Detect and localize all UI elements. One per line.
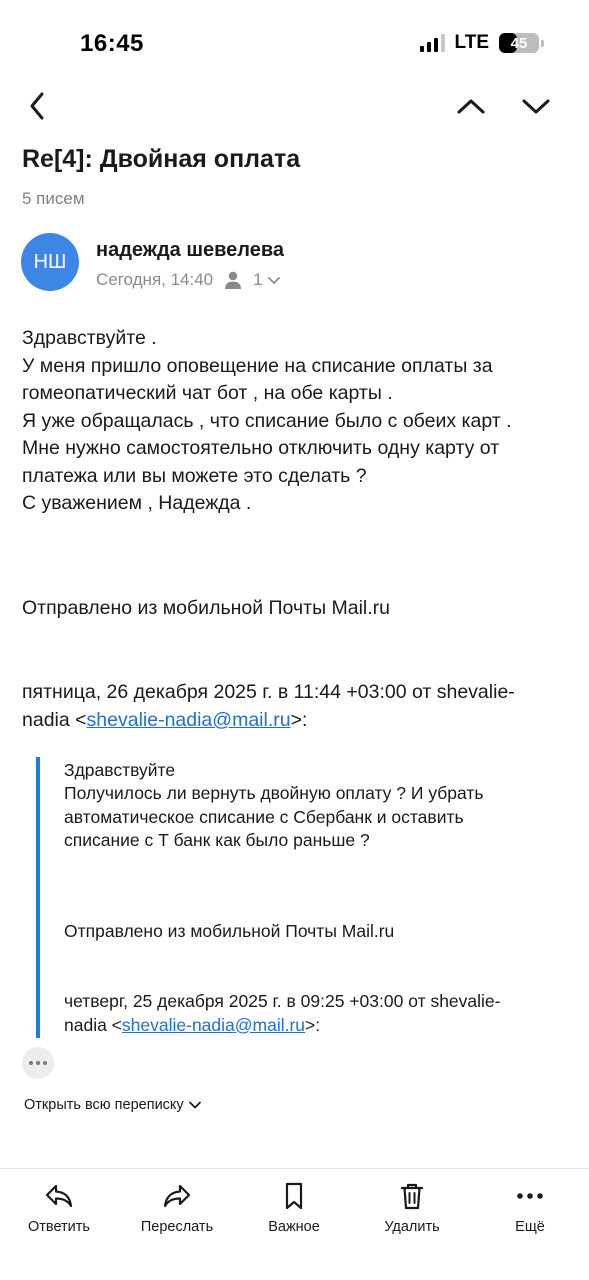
quoted-sender-email-link[interactable]: shevalie-nadia@mail.ru <box>121 1014 306 1035</box>
status-indicators <box>420 32 539 54</box>
forward-icon <box>162 1181 192 1211</box>
bookmark-icon <box>279 1181 309 1211</box>
body-line: Я уже обращалась , что списание было с обеих карт . <box>22 409 512 432</box>
quote-header-prefix: nadia < <box>22 709 87 731</box>
quote-header <box>22 678 572 734</box>
email-date: Сегодня, 14:40 <box>96 270 214 289</box>
trash-icon <box>397 1181 427 1211</box>
status-time: 16:45 <box>80 30 144 57</box>
more-button[interactable] <box>480 1181 580 1235</box>
email-body <box>22 325 567 518</box>
thread-message-count: 5 писем <box>22 189 85 208</box>
sender-name[interactable]: надежда шевелева <box>96 239 284 261</box>
previous-email-chevron-up-icon[interactable] <box>455 92 487 120</box>
signal-strength-icon <box>420 34 445 52</box>
email-meta[interactable] <box>96 270 281 290</box>
quote-line: автоматическое списание с Сбербанк и оставить <box>64 806 464 827</box>
network-type: LTE <box>454 32 489 53</box>
body-line: С уважением , Надежда . <box>22 492 252 514</box>
sender-email-link[interactable]: shevalie-nadia@mail.ru <box>86 709 291 731</box>
battery-cap <box>541 40 544 47</box>
quote-body <box>64 782 484 853</box>
sender-avatar[interactable]: НШ <box>21 233 79 291</box>
show-trimmed-content-button[interactable] <box>22 1047 54 1079</box>
person-icon <box>223 270 243 290</box>
more-dots-icon <box>515 1181 545 1211</box>
sent-from-signature: Отправлено из мобильной Почты Mail.ru <box>22 597 391 619</box>
body-line: Здравствуйте . <box>22 327 157 349</box>
email-subject: Re[4]: Двойная оплата <box>22 145 301 173</box>
reply-icon <box>44 1181 74 1211</box>
quote-nested-header-line: четверг, 25 декабря 2025 г. в 09:25 +03:00 от shevalie- <box>64 991 501 1011</box>
bottom-toolbar <box>0 1168 589 1280</box>
battery-level: 45 <box>510 34 528 52</box>
forward-button[interactable] <box>127 1181 227 1235</box>
quote-header-suffix: >: <box>290 709 308 731</box>
quote-nested-header <box>64 990 500 1037</box>
quote-nested-prefix: nadia < <box>64 1014 122 1035</box>
next-email-chevron-down-icon[interactable] <box>520 92 552 120</box>
reply-button[interactable] <box>9 1181 109 1235</box>
reply-label: Ответить <box>28 1219 90 1235</box>
body-line: гомеопатический чат бот , на обе карты . <box>22 382 393 404</box>
navigation-bar <box>0 86 589 126</box>
quote-greeting: Здравствуйте <box>64 760 176 780</box>
body-line: платежа или вы можете это сделать ? <box>22 464 367 487</box>
quote-header-line <box>22 706 572 734</box>
battery-icon <box>499 33 539 53</box>
quoted-message <box>36 757 556 1038</box>
important-button[interactable] <box>244 1181 344 1235</box>
chevron-down-icon <box>188 1098 202 1112</box>
body-line: Мне нужно самостоятельно отключить одну карту от <box>22 437 500 459</box>
quote-sent-from: Отправлено из мобильной Почты Mail.ru <box>64 921 395 941</box>
delete-label: Удалить <box>384 1219 440 1235</box>
quote-line: Получилось ли вернуть двойную оплату ? И убрать <box>64 783 484 803</box>
quote-header-line: пятница, 26 декабря 2025 г. в 11:44 +03:00 от shevalie- <box>22 681 515 703</box>
quote-nested-header-line <box>64 1014 500 1038</box>
delete-button[interactable] <box>362 1181 462 1235</box>
forward-label: Переслать <box>140 1219 214 1235</box>
more-label: Ещё <box>515 1219 545 1235</box>
open-full-thread-label: Открыть всю переписку <box>24 1097 184 1113</box>
body-line: У меня пришло оповещение на списание оплаты за <box>22 354 493 377</box>
quote-nested-suffix: >: <box>305 1014 321 1035</box>
quote-line: списание с Т банк как было раньше ? <box>64 830 370 850</box>
chevron-down-icon <box>267 273 281 287</box>
back-arrow-icon[interactable] <box>24 88 54 124</box>
status-bar <box>0 0 589 80</box>
open-full-thread-link[interactable] <box>24 1097 202 1113</box>
important-label: Важное <box>268 1219 320 1235</box>
recipients-count: 1 <box>253 270 263 289</box>
